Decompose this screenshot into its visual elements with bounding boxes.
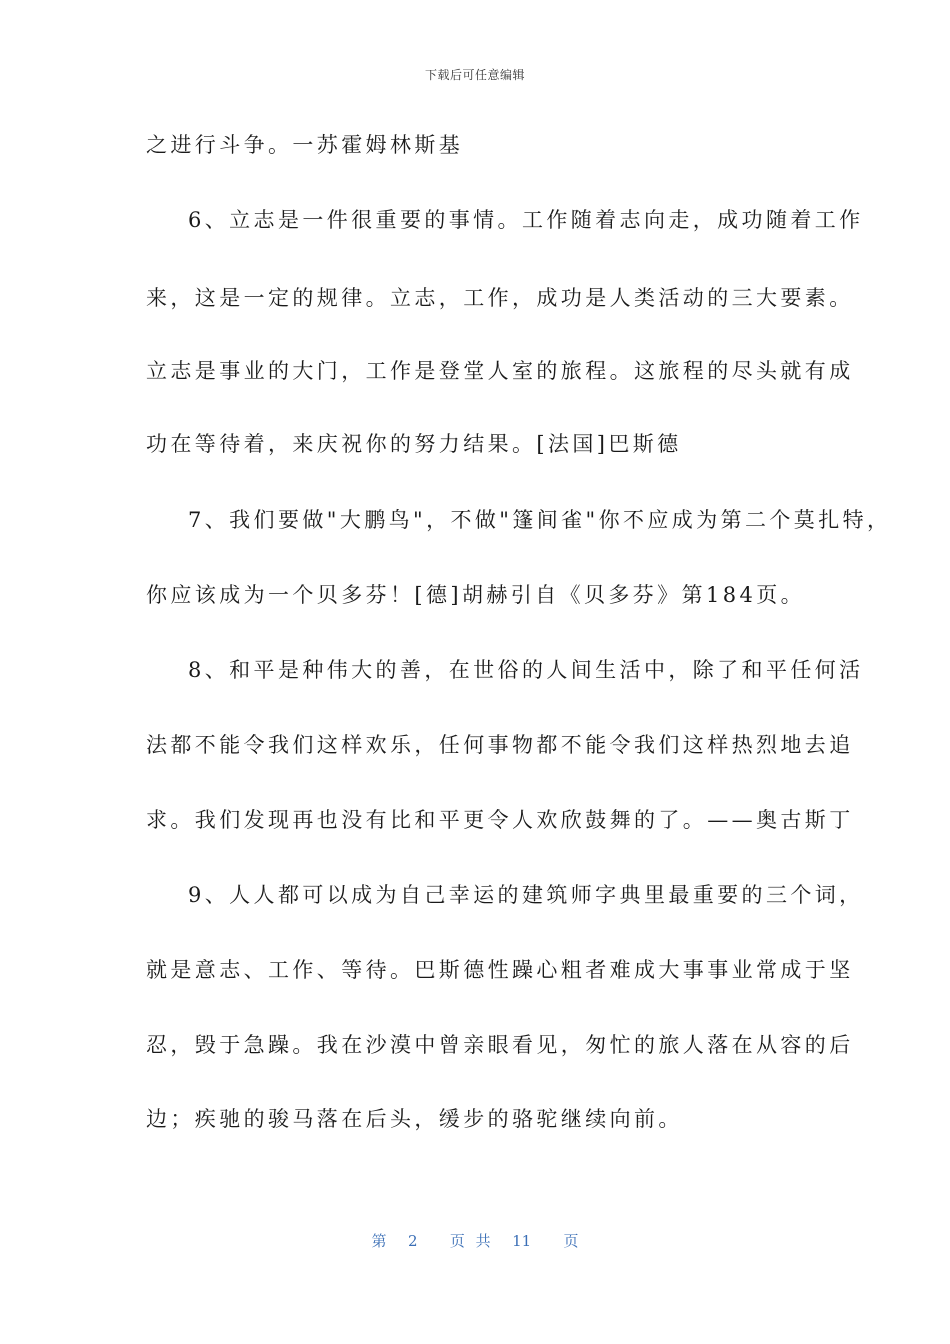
body-line: 立志是事业的大门，工作是登堂人室的旅程。这旅程的尽头就有成: [146, 359, 854, 383]
body-line: 边；疾驰的骏马落在后头，缓步的骆驼继续向前。: [146, 1107, 683, 1131]
body-line: 法都不能令我们这样欢乐，任何事物都不能令我们这样热烈地去追: [146, 733, 854, 757]
body-line: 7、我们要做"大鹏鸟"，不做"篷间雀"你不应成为第二个莫扎特，: [188, 508, 892, 532]
body-line: 求。我们发现再也没有比和平更令人欢欣鼓舞的了。——奥古斯丁: [146, 808, 854, 832]
body-line: 8、和平是种伟大的善，在世俗的人间生活中，除了和平任何活: [188, 658, 864, 682]
body-line: 6、立志是一件很重要的事情。工作随着志向走，成功随着工作: [188, 208, 864, 232]
page-number-footer: 第 2 页 共 11 页: [371, 1232, 579, 1250]
body-line: 就是意志、工作、等待。巴斯德性躁心粗者难成大事事业常成于坚: [146, 958, 854, 982]
body-line: 你应该成为一个贝多芬！[德]胡赫引自《贝多芬》第184页。: [146, 583, 806, 607]
body-line: 之进行斗争。一苏霍姆林斯基: [146, 133, 464, 157]
body-line: 9、人人都可以成为自己幸运的建筑师字典里最重要的三个词，: [188, 883, 864, 907]
body-line: 功在等待着，来庆祝你的努力结果。[法国]巴斯德: [146, 432, 682, 456]
body-line: 忍，毁于急躁。我在沙漠中曾亲眼看见，匆忙的旅人落在从容的后: [146, 1033, 854, 1057]
page-header: 下载后可任意编辑: [424, 68, 525, 82]
body-line: 来，这是一定的规律。立志，工作，成功是人类活动的三大要素。: [146, 286, 854, 310]
